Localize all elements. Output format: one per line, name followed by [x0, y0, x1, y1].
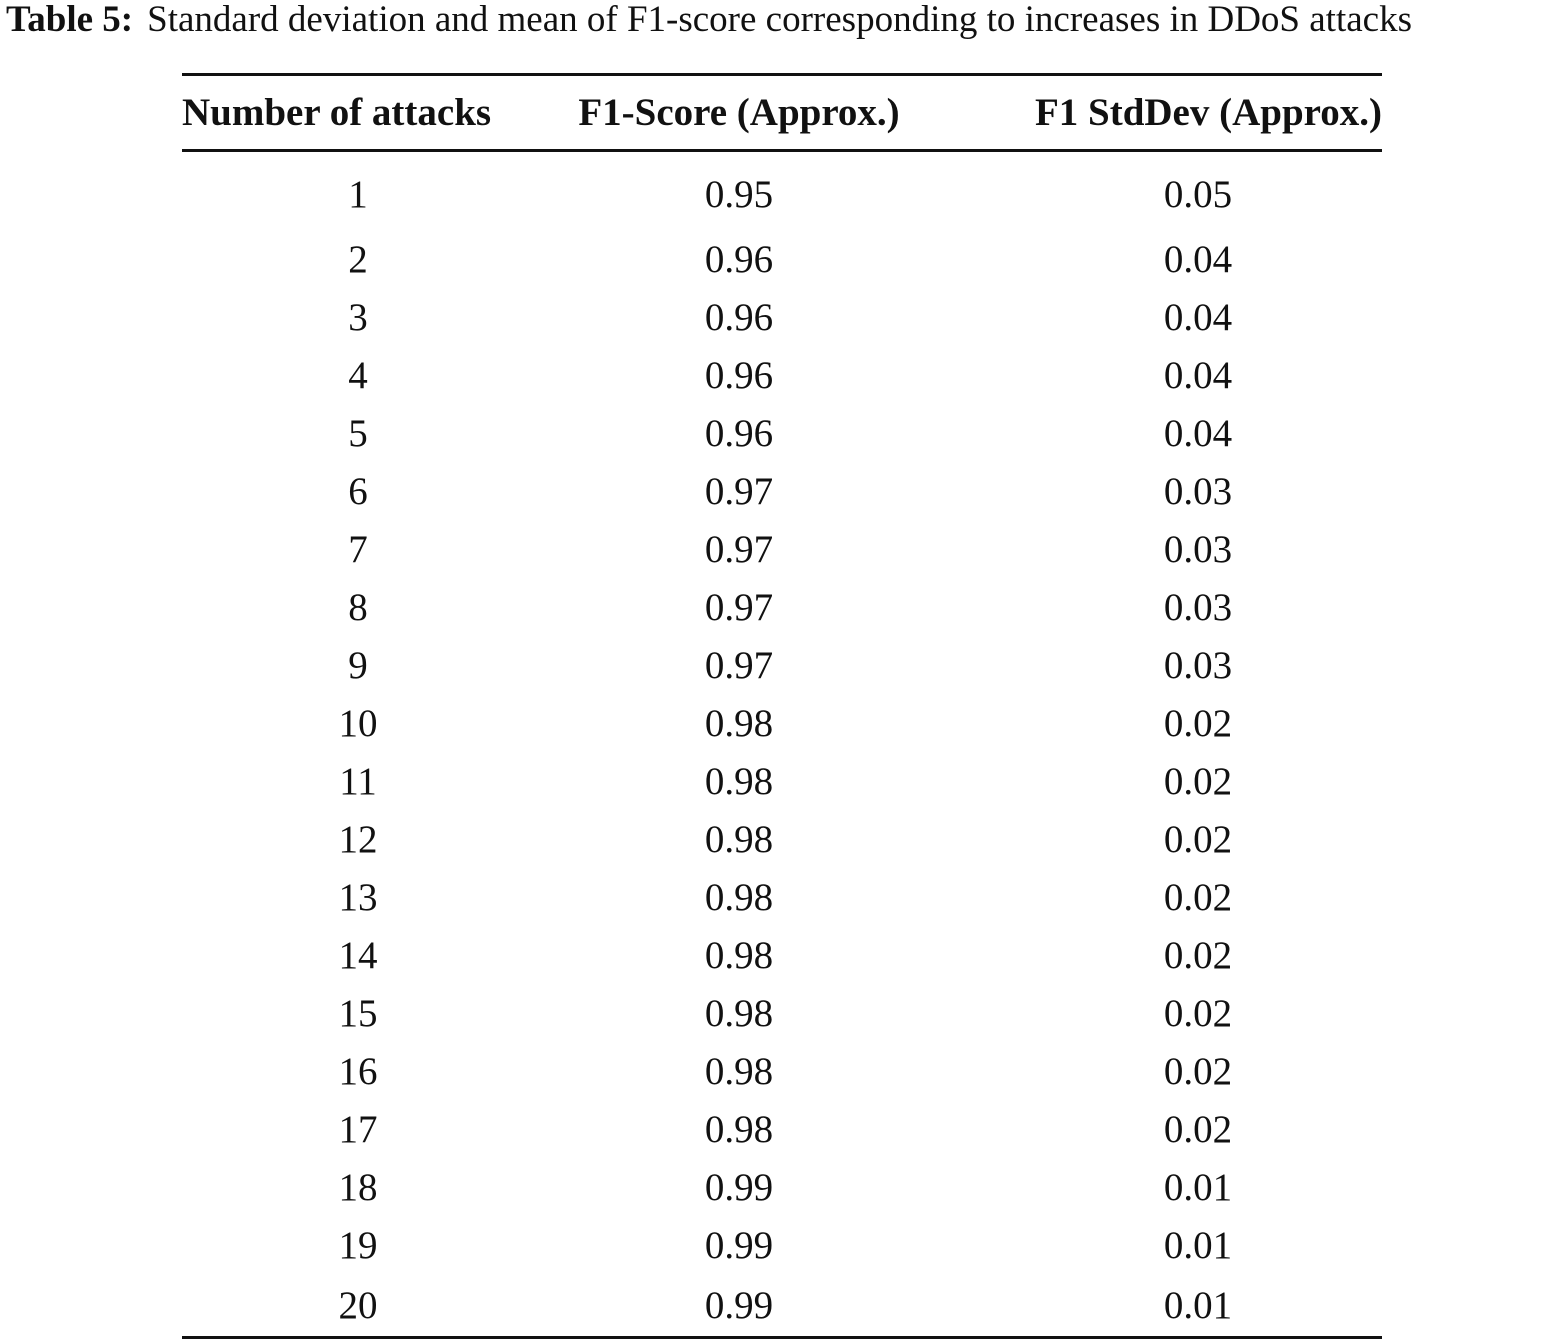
table-caption — [6, 0, 1564, 42]
table-row — [182, 1216, 1382, 1274]
cell-number-of-attacks: 13 — [338, 875, 378, 919]
table-row — [182, 1100, 1382, 1158]
table-row — [182, 462, 1382, 520]
table-row — [182, 230, 1382, 288]
cell-f1-score: 0.97 — [704, 643, 774, 687]
cell-number-of-attacks: 2 — [348, 237, 368, 281]
cell-f1-score: 0.97 — [704, 585, 774, 629]
table-row — [182, 810, 1382, 868]
cell-f1-score: 0.98 — [704, 875, 774, 919]
cell-number-of-attacks: 9 — [348, 643, 368, 687]
table-row — [182, 288, 1382, 346]
cell-f1-stddev: 0.04 — [1163, 295, 1233, 339]
cell-f1-score: 0.99 — [704, 1165, 774, 1209]
results-table — [182, 73, 1382, 1339]
cell-f1-score: 0.97 — [704, 527, 774, 571]
cell-f1-stddev: 0.03 — [1163, 643, 1233, 687]
cell-number-of-attacks: 19 — [338, 1223, 378, 1267]
cell-f1-score: 0.96 — [704, 295, 774, 339]
cell-number-of-attacks: 10 — [338, 701, 378, 745]
table-row — [182, 1042, 1382, 1100]
cell-number-of-attacks: 3 — [348, 295, 368, 339]
cell-f1-stddev: 0.05 — [1163, 172, 1233, 216]
cell-number-of-attacks: 11 — [339, 759, 377, 803]
cell-f1-score: 0.98 — [704, 817, 774, 861]
cell-f1-score: 0.98 — [704, 759, 774, 803]
cell-f1-score: 0.98 — [704, 701, 774, 745]
cell-number-of-attacks: 1 — [348, 172, 368, 216]
table-body — [182, 151, 1382, 1338]
cell-f1-stddev: 0.02 — [1163, 817, 1233, 861]
cell-f1-score: 0.98 — [704, 933, 774, 977]
cell-f1-stddev: 0.01 — [1163, 1223, 1233, 1267]
table-row — [182, 404, 1382, 462]
table-row — [182, 578, 1382, 636]
cell-number-of-attacks: 14 — [338, 933, 378, 977]
table-row — [182, 346, 1382, 404]
cell-f1-score: 0.98 — [704, 1107, 774, 1151]
table-row — [182, 636, 1382, 694]
cell-f1-stddev: 0.02 — [1163, 933, 1233, 977]
table-row — [182, 520, 1382, 578]
table-row — [182, 926, 1382, 984]
cell-number-of-attacks: 15 — [338, 991, 378, 1035]
cell-number-of-attacks: 12 — [338, 817, 378, 861]
cell-number-of-attacks: 18 — [338, 1165, 378, 1209]
cell-f1-stddev: 0.02 — [1163, 875, 1233, 919]
cell-f1-stddev: 0.04 — [1163, 353, 1233, 397]
cell-f1-score: 0.98 — [704, 1049, 774, 1093]
cell-number-of-attacks: 4 — [348, 353, 368, 397]
cell-f1-score: 0.99 — [704, 1223, 774, 1267]
table-row — [182, 752, 1382, 810]
cell-f1-stddev: 0.01 — [1163, 1283, 1233, 1327]
table-row — [182, 868, 1382, 926]
cell-number-of-attacks: 8 — [348, 585, 368, 629]
cell-f1-stddev: 0.02 — [1163, 701, 1233, 745]
column-header-number-of-attacks: Number of attacks — [182, 91, 492, 134]
cell-number-of-attacks: 7 — [348, 527, 368, 571]
cell-f1-score: 0.96 — [704, 237, 774, 281]
table-row — [182, 694, 1382, 752]
cell-number-of-attacks: 20 — [338, 1283, 378, 1327]
cell-f1-stddev: 0.02 — [1163, 1049, 1233, 1093]
table-row — [182, 984, 1382, 1042]
cell-f1-score: 0.98 — [704, 991, 774, 1035]
cell-f1-score: 0.99 — [704, 1283, 774, 1327]
cell-number-of-attacks: 5 — [348, 411, 368, 455]
results-table-container — [182, 73, 1382, 1339]
table-header-row — [182, 75, 1382, 151]
cell-f1-score: 0.96 — [704, 353, 774, 397]
column-header-f1-stddev: F1 StdDev (Approx.) — [1034, 91, 1382, 134]
table-header — [182, 75, 1382, 151]
cell-f1-stddev: 0.03 — [1163, 469, 1233, 513]
cell-f1-stddev: 0.02 — [1163, 759, 1233, 803]
cell-f1-stddev: 0.03 — [1163, 527, 1233, 571]
table-caption-label: Table 5: — [6, 0, 134, 40]
cell-f1-score: 0.95 — [704, 172, 774, 216]
table-caption-text: Standard deviation and mean of F1-score corresponding to increases in DDoS attacks — [147, 0, 1412, 40]
table-row — [182, 1158, 1382, 1216]
cell-f1-stddev: 0.03 — [1163, 585, 1233, 629]
cell-number-of-attacks: 16 — [338, 1049, 378, 1093]
column-header-f1-score: F1-Score (Approx.) — [578, 91, 900, 134]
cell-number-of-attacks: 6 — [348, 469, 368, 513]
table-row — [182, 151, 1382, 231]
cell-f1-score: 0.96 — [704, 411, 774, 455]
cell-number-of-attacks: 17 — [338, 1107, 378, 1151]
cell-f1-stddev: 0.02 — [1163, 991, 1233, 1035]
cell-f1-stddev: 0.04 — [1163, 237, 1233, 281]
cell-f1-stddev: 0.01 — [1163, 1165, 1233, 1209]
cell-f1-score: 0.97 — [704, 469, 774, 513]
cell-f1-stddev: 0.02 — [1163, 1107, 1233, 1151]
cell-f1-stddev: 0.04 — [1163, 411, 1233, 455]
table-row — [182, 1274, 1382, 1338]
